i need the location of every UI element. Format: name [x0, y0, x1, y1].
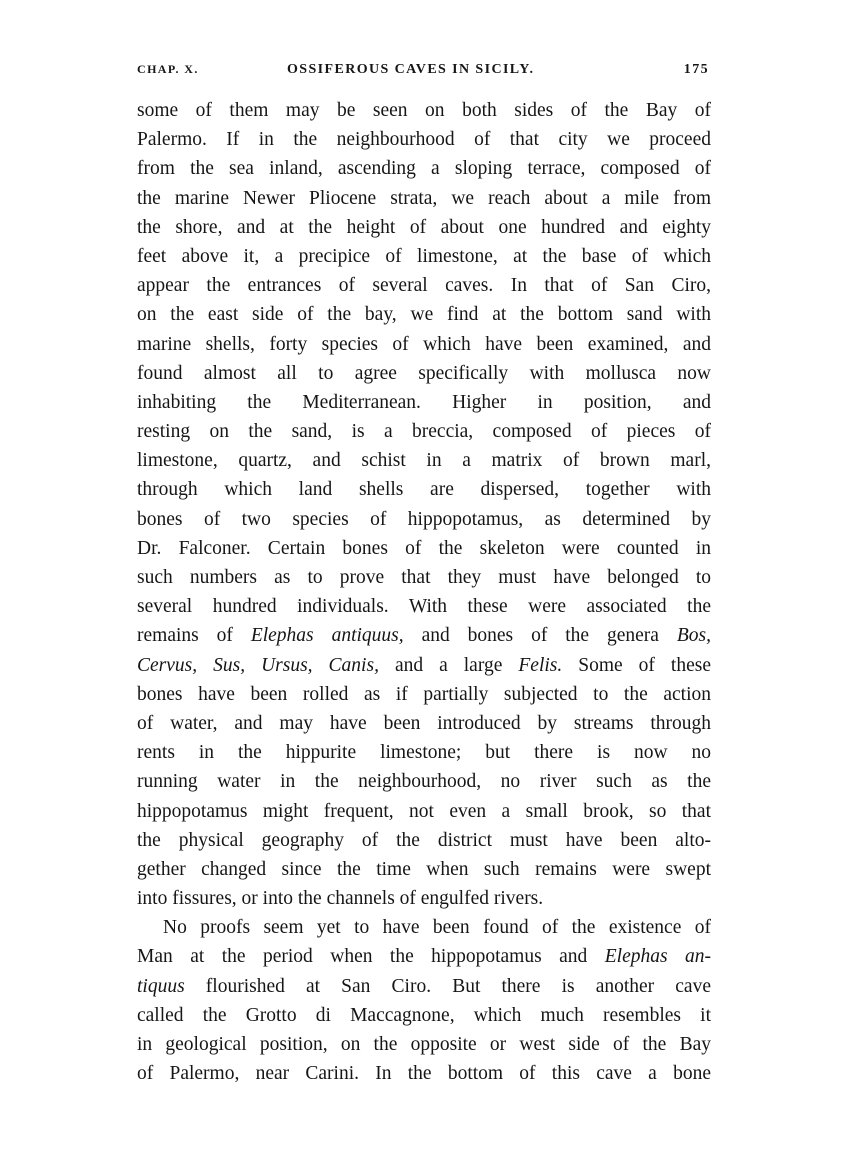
italic-text: Felis. — [518, 654, 563, 676]
text-line — [137, 475, 711, 504]
text-line — [137, 942, 711, 971]
italic-text: Elephas antiquus, — [250, 625, 404, 647]
text-run: running water in the neighbourhood, no river such as the — [137, 771, 711, 793]
text-line — [137, 680, 711, 709]
text-line — [137, 271, 711, 300]
text-run: and bones of the genera — [403, 625, 677, 647]
text-line — [137, 621, 711, 650]
paragraph — [137, 913, 711, 1088]
running-header — [137, 62, 709, 82]
text-run: bones have been rolled as if partially subjected to the action — [137, 683, 711, 705]
italic-text: Elephas an- — [604, 946, 711, 968]
text-run: the marine Newer Pliocene strata, we reach about a mile from — [137, 187, 711, 209]
text-line — [137, 154, 711, 183]
text-run: Dr. Falconer. Certain bones of the skeleton were counted in — [137, 537, 711, 559]
text-run: feet above it, a precipice of limestone, at the base of which — [137, 245, 711, 267]
text-line — [137, 651, 711, 680]
text-line — [137, 913, 711, 942]
text-line — [137, 738, 711, 767]
text-line — [137, 592, 711, 621]
text-run: found almost all to agree specifically with mollusca now — [137, 362, 711, 384]
chapter-label: CHAP. X. — [137, 62, 199, 76]
text-line — [137, 96, 711, 125]
paragraph — [137, 96, 711, 913]
text-line — [137, 1059, 711, 1088]
text-run: rents in the hippurite limestone; but there is now no — [137, 742, 711, 764]
text-line — [137, 388, 711, 417]
text-line — [137, 184, 711, 213]
italic-text: Cervus, Sus, Ursus, Canis, — [137, 654, 379, 676]
text-run: flourished at San Ciro. But there is another cave — [184, 975, 711, 997]
text-run: and a large — [378, 654, 519, 676]
text-run: No proofs seem yet to have been found of the existence of — [163, 917, 711, 939]
text-line — [137, 330, 711, 359]
text-run: in geological position, on the opposite or west side of the Bay — [137, 1034, 711, 1055]
text-run: appear the entrances of several caves. In that of San Ciro, — [137, 275, 711, 297]
text-run: remains of — [137, 625, 251, 647]
text-run: inhabiting the Mediterranean. Higher in position, and — [137, 391, 711, 413]
text-run: called the Grotto di Maccagnone, which much resembles it — [137, 1004, 711, 1026]
text-line — [137, 534, 711, 563]
text-line — [137, 797, 711, 826]
text-run: Man at the period when the hippopotamus and — [137, 946, 605, 968]
text-line — [137, 1030, 711, 1059]
text-line — [137, 125, 711, 154]
text-line — [137, 213, 711, 242]
text-line — [137, 359, 711, 388]
text-line — [137, 242, 711, 271]
text-run: several hundred individuals. With these were associated the — [137, 596, 711, 618]
text-run: from the sea inland, ascending a sloping terrace, composed of — [137, 158, 711, 180]
text-run: into fissures, or into the channels of engulfed rivers. — [137, 888, 544, 910]
text-run: Palermo. If in the neighbourhood of that city we proceed — [137, 129, 711, 151]
text-line — [137, 855, 711, 884]
running-title: OSSIFEROUS CAVES IN SICILY. — [287, 62, 535, 77]
body-text — [137, 96, 711, 1088]
text-line — [137, 563, 711, 592]
text-run: some of them may be seen on both sides of the Bay of — [137, 100, 711, 121]
text-run: through which land shells are dispersed, together with — [137, 479, 711, 501]
text-run: bones of two species of hippopotamus, as determined by — [137, 508, 711, 530]
text-run: the physical geography of the district must have been alto- — [137, 829, 711, 851]
italic-text: Bos, — [676, 625, 711, 647]
text-line — [137, 417, 711, 446]
text-run: Some of these — [562, 654, 711, 676]
text-run: hippopotamus might frequent, not even a small brook, so that — [137, 800, 711, 822]
text-run: marine shells, forty species of which have been examined, and — [137, 333, 711, 355]
text-line — [137, 972, 711, 1001]
text-run: of Palermo, near Carini. In the bottom of this cave a bone — [137, 1063, 711, 1085]
text-run: of water, and may have been introduced by streams through — [137, 712, 711, 734]
text-line — [137, 1001, 711, 1030]
text-run: resting on the sand, is a breccia, composed of pieces of — [137, 421, 711, 443]
text-run: on the east side of the bay, we find at the bottom sand with — [137, 304, 711, 326]
page-number: 175 — [683, 62, 709, 77]
text-run: gether changed since the time when such remains were swept — [137, 858, 711, 880]
text-line — [137, 300, 711, 329]
text-line — [137, 767, 711, 796]
text-line — [137, 505, 711, 534]
italic-text: tiquus — [137, 975, 185, 997]
text-line — [137, 446, 711, 475]
text-run: such numbers as to prove that they must have belonged to — [137, 567, 711, 588]
text-line — [137, 884, 711, 913]
text-line — [137, 826, 711, 855]
text-line — [137, 709, 711, 738]
text-run: limestone, quartz, and schist in a matrix of brown marl, — [137, 450, 711, 472]
text-run: the shore, and at the height of about one hundred and eighty — [137, 216, 711, 238]
